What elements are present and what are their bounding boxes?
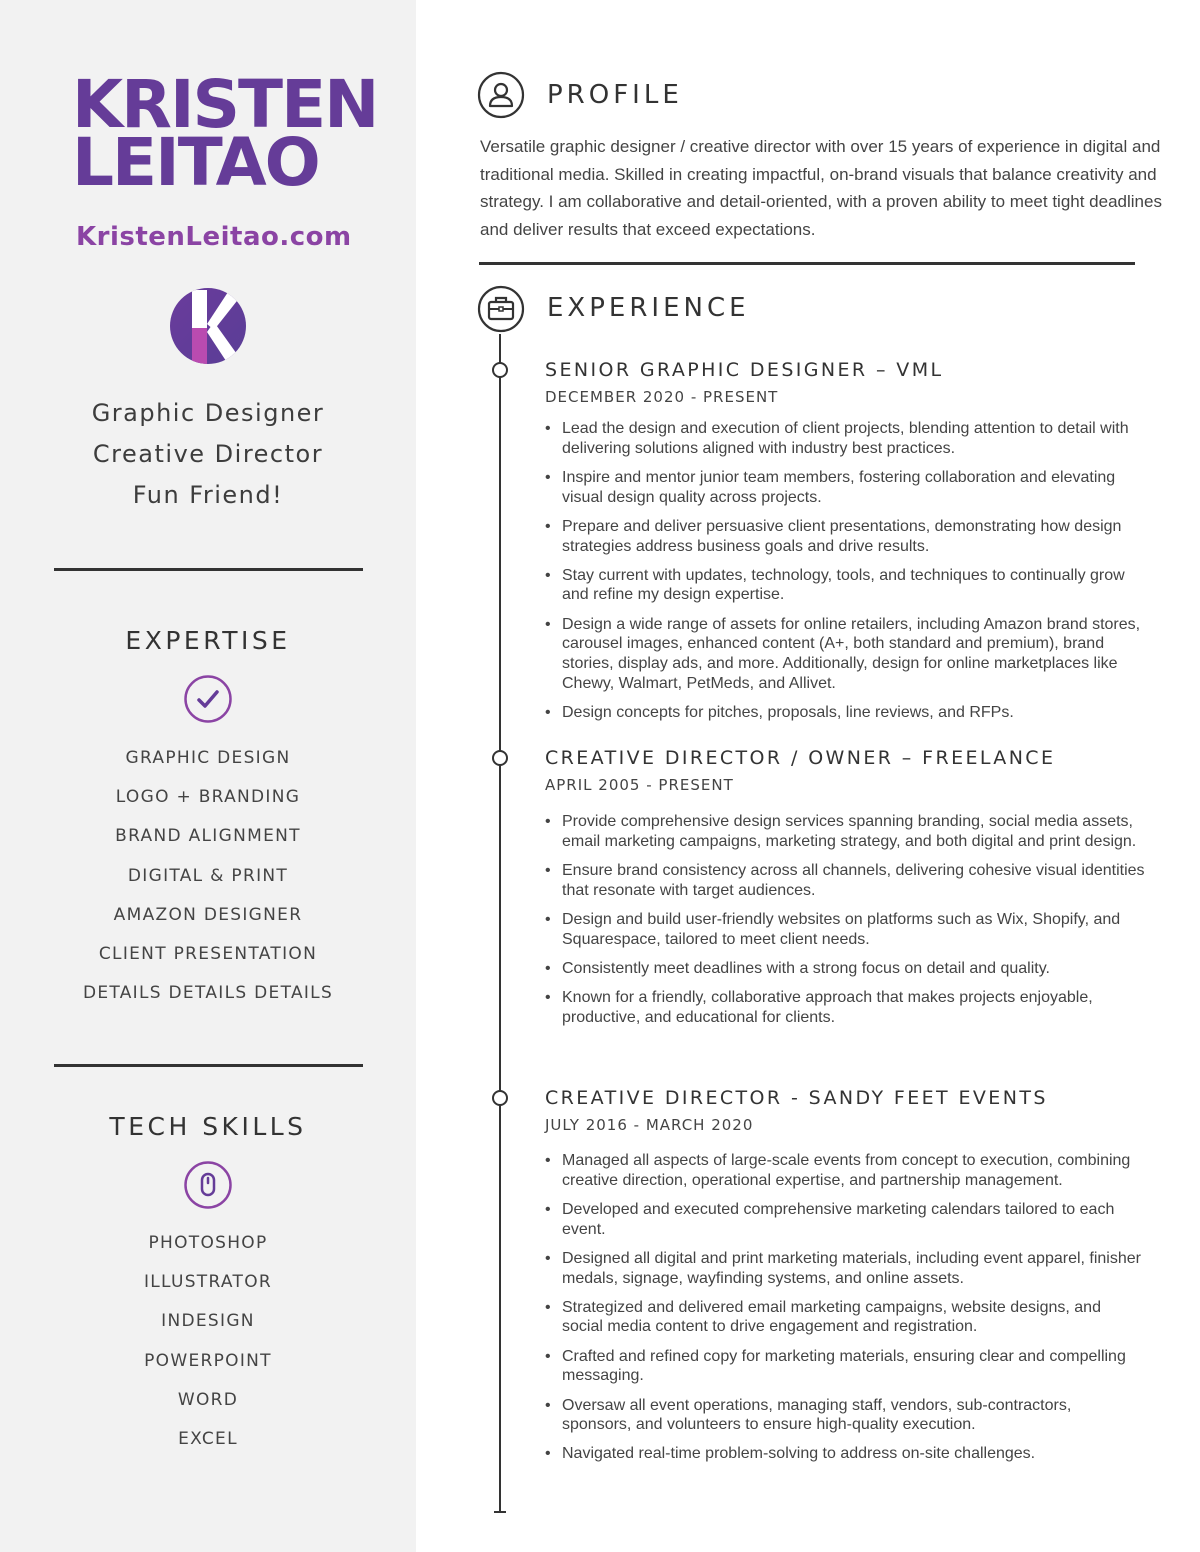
- name-logotype: [72, 66, 378, 201]
- divider: [479, 262, 1135, 265]
- timeline-end: [494, 1511, 506, 1513]
- role-title: Graphic Designer: [91, 399, 325, 427]
- sidebar: [0, 0, 416, 1552]
- list-item: BRAND ALIGNMENT: [115, 826, 301, 847]
- expertise-heading: EXPERTISE: [125, 626, 291, 655]
- timeline-dot: [492, 750, 508, 766]
- role-titles: [0, 393, 416, 516]
- mouse-icon: [183, 1160, 233, 1210]
- timeline-dot: [492, 1090, 508, 1106]
- job-bullets: [545, 812, 1145, 1027]
- bullet-item: • Design a wide range of assets for online retailers, including Amazon brand stores, carousel images, enhanced content (A+, both standard and premium), brand stories, display ads, and more. Additionally, design for online marketplaces like Chewy, Walmart, PetMeds, and Allivet.: [545, 615, 1145, 694]
- bullet-item: • Oversaw all event operations, managing staff, vendors, sub-contractors, sponsors, and volunteers to ensure high-quality execution.: [545, 1396, 1145, 1435]
- profile-heading: PROFILE: [547, 80, 683, 110]
- list-item: EXCEL: [178, 1428, 238, 1449]
- bullet-item: • Designed all digital and print marketing materials, including event apparel, finisher medals, signage, wayfinding systems, and online assets.: [545, 1249, 1145, 1288]
- list-item: LOGO + BRANDING: [115, 787, 301, 808]
- list-item: INDESIGN: [161, 1311, 255, 1332]
- job-dates: DECEMBER 2020 - PRESENT: [545, 388, 779, 406]
- person-icon: [477, 71, 525, 119]
- list-item: AMAZON DESIGNER: [113, 904, 303, 925]
- divider: [54, 568, 363, 571]
- role-title: Creative Director: [92, 440, 324, 468]
- bullet-item: • Navigated real-time problem-solving to address on-site challenges.: [545, 1444, 1145, 1464]
- bullet-item: • Ensure brand consistency across all channels, delivering cohesive visual identities that resonate with target audiences.: [545, 861, 1145, 900]
- list-item: WORD: [177, 1389, 239, 1410]
- job-title: SENIOR GRAPHIC DESIGNER – VML: [545, 359, 944, 381]
- list-item: GRAPHIC DESIGN: [125, 748, 291, 768]
- briefcase-icon: [477, 285, 525, 333]
- bullet-item: • Strategized and delivered email marketing campaigns, website designs, and social media content to drive engagement and registration.: [545, 1298, 1145, 1337]
- bullet-item: • Stay current with updates, technology, tools, and techniques to continually grow and refine my design expertise.: [545, 566, 1145, 605]
- bullet-item: • Design and build user-friendly websites on platforms such as Wix, Shopify, and Squarespace, tailored to meet client needs.: [545, 910, 1145, 949]
- job-entry: [545, 1086, 1145, 1474]
- job-title: CREATIVE DIRECTOR - SANDY FEET EVENTS: [545, 1087, 1048, 1109]
- bullet-item: • Managed all aspects of large-scale events from concept to execution, combining creative direction, operational expertise, and partnership management.: [545, 1151, 1145, 1190]
- bullet-item: • Design concepts for pitches, proposals, line reviews, and RFPs.: [545, 703, 1145, 723]
- list-item: CLIENT PRESENTATION: [98, 943, 318, 964]
- profile-text: Versatile graphic designer / creative director with over 15 years of experience in digital and traditional media. Skilled in creating impactful, on-brand visuals that balance creativity and strategy. I am collaborative and detail-oriented, with a proven ability to meet tight deadlines and deliver results that exceed expectations.: [480, 137, 1162, 239]
- job-entry: [545, 746, 1145, 1037]
- job-dates: JULY 2016 - MARCH 2020: [545, 1116, 754, 1134]
- list-item: PHOTOSHOP: [148, 1233, 268, 1253]
- timeline-line: [499, 334, 501, 1512]
- bullet-item: • Known for a friendly, collaborative approach that makes projects enjoyable, productive, and educational for clients.: [545, 988, 1145, 1027]
- bullet-item: • Lead the design and execution of client projects, blending attention to detail with delivering solutions aligned with industry best practices.: [545, 419, 1145, 458]
- bullet-item: • Consistently meet deadlines with a strong focus on detail and quality.: [545, 959, 1145, 979]
- bullet-item: • Crafted and refined copy for marketing materials, ensuring clear and compelling messaging.: [545, 1347, 1145, 1386]
- timeline-dot: [492, 362, 508, 378]
- job-title: CREATIVE DIRECTOR / OWNER – FREELANCE: [545, 747, 1056, 769]
- divider: [54, 1064, 363, 1067]
- job-entry: [545, 358, 1145, 732]
- job-bullets: [545, 1151, 1145, 1464]
- list-item: POWERPOINT: [144, 1350, 272, 1371]
- tech-skills-list: [0, 1224, 416, 1459]
- name-first: KRISTEN: [72, 66, 378, 143]
- role-title: Fun Friend!: [132, 481, 284, 509]
- list-item: DIGITAL & PRINT: [127, 865, 289, 886]
- bullet-item: • Prepare and deliver persuasive client presentations, demonstrating how design strategies address business goals and drive results.: [545, 517, 1145, 556]
- bullet-item: • Inspire and mentor junior team members, fostering collaboration and elevating visual design quality across projects.: [545, 468, 1145, 507]
- job-dates: APRIL 2005 - PRESENT: [545, 776, 734, 794]
- list-item: DETAILS DETAILS DETAILS: [82, 983, 334, 1004]
- tech-skills-heading: TECH SKILLS: [109, 1112, 307, 1141]
- list-item: ILLUSTRATOR: [143, 1272, 273, 1293]
- k-logo-icon: [170, 288, 246, 364]
- expertise-list: [0, 739, 416, 1013]
- bullet-item: • Developed and executed comprehensive marketing calendars tailored to each event.: [545, 1200, 1145, 1239]
- website-link[interactable]: KristenLeitao.com: [76, 222, 352, 252]
- bullet-item: • Provide comprehensive design services spanning branding, social media assets, email marketing campaigns, marketing strategy, and both digital and print design.: [545, 812, 1145, 851]
- check-circle-icon: [183, 674, 233, 724]
- job-bullets: [545, 419, 1145, 723]
- logo-letter: K: [170, 288, 171, 289]
- experience-heading: EXPERIENCE: [547, 293, 750, 323]
- name-last: LEITAO: [72, 124, 319, 201]
